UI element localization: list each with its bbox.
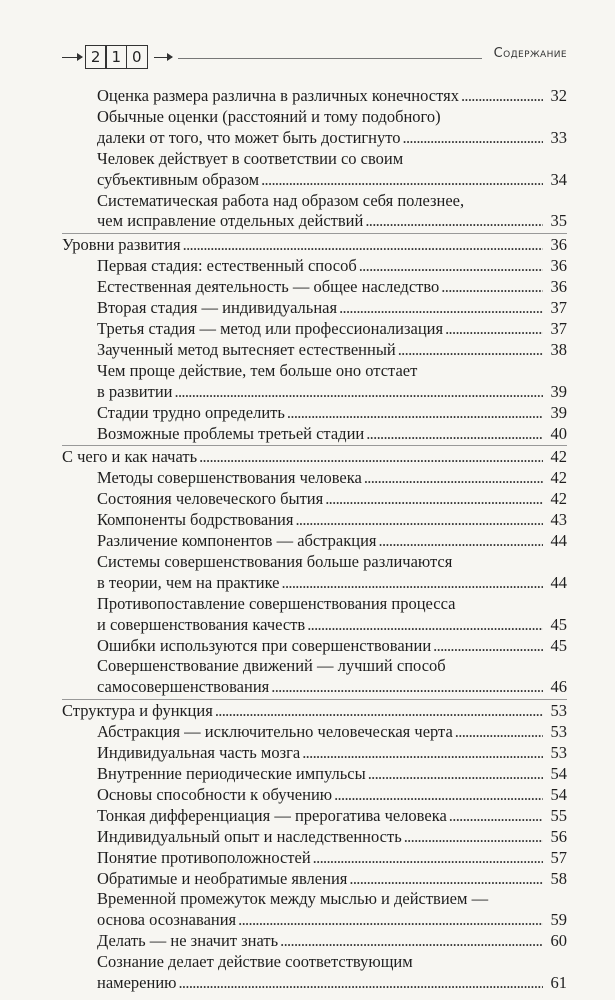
toc-page-number: 36 [550,235,567,255]
toc-entry[interactable] [62,319,567,340]
toc-entry[interactable] [62,86,567,107]
toc-entry[interactable] [62,340,567,361]
toc-page-number: 56 [550,826,567,846]
toc-entry[interactable] [62,889,567,931]
toc-entry-line [97,827,567,848]
toc-entry-line [97,340,567,361]
toc-entry-title: Ошибки используются при совершенствовании [97,635,432,655]
dot-leader [398,340,543,361]
toc-entry-line [97,170,567,191]
toc-entry-line [62,447,567,468]
toc-entry-title: Индивидуальный опыт и наследственность [97,826,402,846]
toc-entry-line [97,319,567,340]
toc-entry-title: Естественная деятельность — общее наследство [97,277,440,297]
toc-page-number: 46 [550,677,567,697]
toc-entry-title: Различение компонентов — абстракция [97,531,377,551]
dot-leader [280,931,543,952]
toc-entry-line [97,910,567,931]
toc-entry-line [97,764,567,785]
toc-entry-title: Внутренние периодические импульсы [97,764,366,783]
dot-leader [433,636,543,657]
toc-entry-title: далеки от того, что может быть достигнуто [97,127,401,147]
dot-leader [325,489,543,510]
toc-entry-title: Первая стадия: естественный способ [97,256,357,276]
dot-leader [238,910,543,931]
toc-entry-line [97,510,567,531]
toc-entry[interactable] [62,277,567,298]
toc-page-number: 55 [550,805,567,825]
arrow-right-icon [62,57,82,58]
toc-page-number: 42 [550,489,567,509]
toc-page-number: 37 [550,318,567,338]
toc-page-number: 36 [550,277,567,297]
page-number-digit: 1 [105,45,127,69]
toc-entry-title: Компоненты бодрствования [97,510,294,530]
toc-entry-title: Состояния человеческого бытия [97,489,324,509]
toc-entry-title: в теории, чем на практике [97,572,280,592]
toc-entry[interactable] [62,149,567,191]
page-number-digit: 0 [126,45,148,69]
dot-leader [339,298,543,319]
toc-page-number: 53 [550,722,567,742]
toc-entry-title: Сознание делает действие соответствующим [97,952,413,972]
toc-entry-title: Системы совершенствования больше различаются [97,551,453,571]
toc-entry[interactable] [62,785,567,806]
toc-entry-line [97,256,567,277]
toc-page-number: 53 [550,743,567,763]
toc-entry-title: С чего и как начать [62,447,198,467]
toc-page-number: 33 [550,127,567,147]
dot-leader [287,403,543,424]
toc-entry-line [97,743,567,764]
toc-entry-line [97,211,567,232]
toc-page-number: 57 [550,847,567,867]
toc-entry-title: Структура и функция [62,701,213,721]
toc-entry-line [97,128,567,149]
dot-leader [175,382,544,403]
toc-entry-line [97,722,567,743]
toc-entry-line [97,361,567,382]
toc-entry-line [97,931,567,952]
toc-entry-line [97,403,567,424]
toc-entry-title: чем исправление отдельных действий [97,211,364,231]
dot-leader [364,468,543,489]
toc-entry-title: Абстракция — исключительно человеческая черта [97,722,453,742]
toc-page-number: 36 [550,256,567,276]
toc-entry-title: самосовершенствования [97,677,270,697]
dot-leader [366,424,543,445]
dot-leader [359,256,543,277]
dot-leader [441,277,543,298]
toc-entry-line [97,869,567,890]
toc-page-number: 38 [550,339,567,359]
toc-entry[interactable] [62,107,567,149]
toc-entry-title: Делать — не значит знать [97,931,279,951]
toc-chapter[interactable] [62,447,567,468]
toc-entry-line [62,235,567,256]
table-of-contents [62,86,567,994]
toc-chapter[interactable] [62,235,567,256]
toc-chapter[interactable] [62,701,567,722]
toc-page-number: 35 [550,211,567,231]
toc-entry[interactable] [62,656,567,698]
toc-page-number: 40 [550,423,567,443]
toc-entry[interactable] [62,552,567,594]
toc-entry-line [97,952,567,973]
toc-entry[interactable] [62,931,567,952]
toc-entry-title: Систематическая работа над образом себя полезнее, [97,190,465,210]
section-divider [62,699,567,700]
dot-leader [334,785,543,806]
toc-entry-title: Чем проще действие, тем больше оно отстает [97,360,418,380]
toc-entry[interactable] [62,952,567,994]
toc-entry-line [97,594,567,615]
toc-entry-title: Индивидуальная часть мозга [97,743,301,763]
running-title: Содержание [493,46,567,61]
toc-entry-title: основа осознавания [97,910,237,930]
toc-entry[interactable] [62,848,567,869]
toc-page-number: 60 [550,931,567,951]
toc-entry[interactable] [62,806,567,827]
toc-entry-title: и совершенствования качеств [97,614,306,634]
toc-entry-title: Человек действует в соответствии со своим [97,148,404,168]
toc-page-number: 32 [550,86,567,105]
toc-entry-title: Временной промежуток между мыслью и действием — [97,889,489,909]
toc-page-number: 39 [550,402,567,422]
dot-leader [379,531,543,552]
dot-leader [199,447,543,468]
toc-entry-title: Возможные проблемы третьей стадии [97,423,365,443]
toc-entry-title: Обычные оценки (расстояний и тому подобного) [97,106,441,126]
toc-entry-title: субъективным образом [97,169,260,189]
toc-entry[interactable] [62,424,567,445]
toc-entry[interactable] [62,722,567,743]
toc-entry-line [97,573,567,594]
dot-leader [449,806,543,827]
toc-entry[interactable] [62,191,567,233]
toc-entry[interactable] [62,531,567,552]
toc-entry[interactable] [62,636,567,657]
toc-entry[interactable] [62,298,567,319]
dot-leader [313,848,543,869]
dot-leader [271,677,543,698]
toc-entry-line [97,973,567,994]
toc-page-number: 54 [550,784,567,804]
toc-entry-title: Обратимые и необратимые явления [97,868,348,888]
toc-entry-line [97,107,567,128]
dot-leader [349,869,543,890]
dot-leader [307,615,543,636]
page-number-digit: 2 [85,45,107,69]
dot-leader [282,573,544,594]
toc-page-number: 42 [550,447,567,467]
toc-entry-line [97,86,567,107]
dot-leader [368,764,543,785]
section-divider [62,445,567,446]
toc-entry[interactable] [62,256,567,277]
toc-entry[interactable] [62,743,567,764]
toc-entry[interactable] [62,510,567,531]
toc-entry[interactable] [62,764,567,785]
toc-entry-line [97,424,567,445]
toc-entry-title: Основы способности к обучению [97,784,333,804]
dot-leader [178,973,543,994]
toc-page-number: 42 [550,468,567,488]
toc-entry-line [97,382,567,403]
toc-entry-line [97,848,567,869]
toc-entry-line [97,191,567,212]
toc-entry-line [97,149,567,170]
toc-page-number: 59 [550,910,567,930]
toc-entry-line [97,615,567,636]
toc-entry-line [97,889,567,910]
dot-leader [295,510,543,531]
toc-entry-line [97,277,567,298]
toc-entry-title: Третья стадия — метод или профессионализация [97,318,444,338]
toc-page-number: 45 [550,614,567,634]
toc-entry[interactable] [62,594,567,636]
toc-entry-title: Совершенствование движений — лучший способ [97,656,446,676]
toc-page-number: 43 [550,510,567,530]
toc-entry[interactable] [62,827,567,848]
toc-page-number: 53 [550,701,567,721]
toc-page-number: 39 [550,381,567,401]
dot-leader [461,86,543,107]
toc-entry-title: Уровни развития [62,235,181,255]
dot-leader [261,170,543,191]
toc-entry-line [97,656,567,677]
page-header [62,34,567,74]
section-divider [62,233,567,234]
toc-entry-title: Стадии трудно определить [97,402,285,422]
toc-entry-title: Тонкая дифференциация — прерогатива человека [97,805,447,825]
header-rule [178,58,482,59]
toc-entry-title: Заученный метод вытесняет естественный [97,339,396,359]
toc-page-number: 44 [550,572,567,592]
toc-entry-title: намерению [97,973,177,993]
toc-entry[interactable] [62,403,567,424]
dot-leader [455,722,543,743]
toc-entry-line [97,489,567,510]
dot-leader [403,128,543,149]
toc-page-number: 34 [550,169,567,189]
toc-page-number: 37 [550,298,567,318]
toc-page-number: 61 [550,973,567,993]
toc-entry[interactable] [62,468,567,489]
page-number [86,45,148,69]
dot-leader [215,701,543,722]
dot-leader [365,211,543,232]
toc-entry-line [97,806,567,827]
toc-entry-title: Методы совершенствования человека [97,468,362,488]
toc-entry-line [97,636,567,657]
toc-entry-line [62,701,567,722]
dot-leader [445,319,543,340]
toc-entry-line [97,468,567,489]
toc-entry-title: Противопоставление совершенствования процесса [97,593,456,613]
toc-page-number: 58 [550,868,567,888]
toc-page-number: 44 [550,531,567,551]
toc-entry[interactable] [62,489,567,510]
toc-entry-line [97,552,567,573]
dot-leader [302,743,543,764]
dot-leader [404,827,543,848]
toc-entry-title: Оценка размера различна в различных конечностях [97,86,459,105]
arrow-right-icon [154,57,172,58]
toc-entry-title: в развитии [97,381,173,401]
toc-page-number: 45 [550,635,567,655]
toc-entry[interactable] [62,869,567,890]
toc-page-number: 54 [550,764,567,783]
toc-entry-title: Понятие противоположностей [97,847,311,867]
toc-entry-line [97,785,567,806]
toc-entry-line [97,298,567,319]
toc-entry[interactable] [62,361,567,403]
dot-leader [183,235,543,256]
toc-entry-line [97,677,567,698]
toc-entry-line [97,531,567,552]
toc-entry-title: Вторая стадия — индивидуальная [97,298,338,318]
